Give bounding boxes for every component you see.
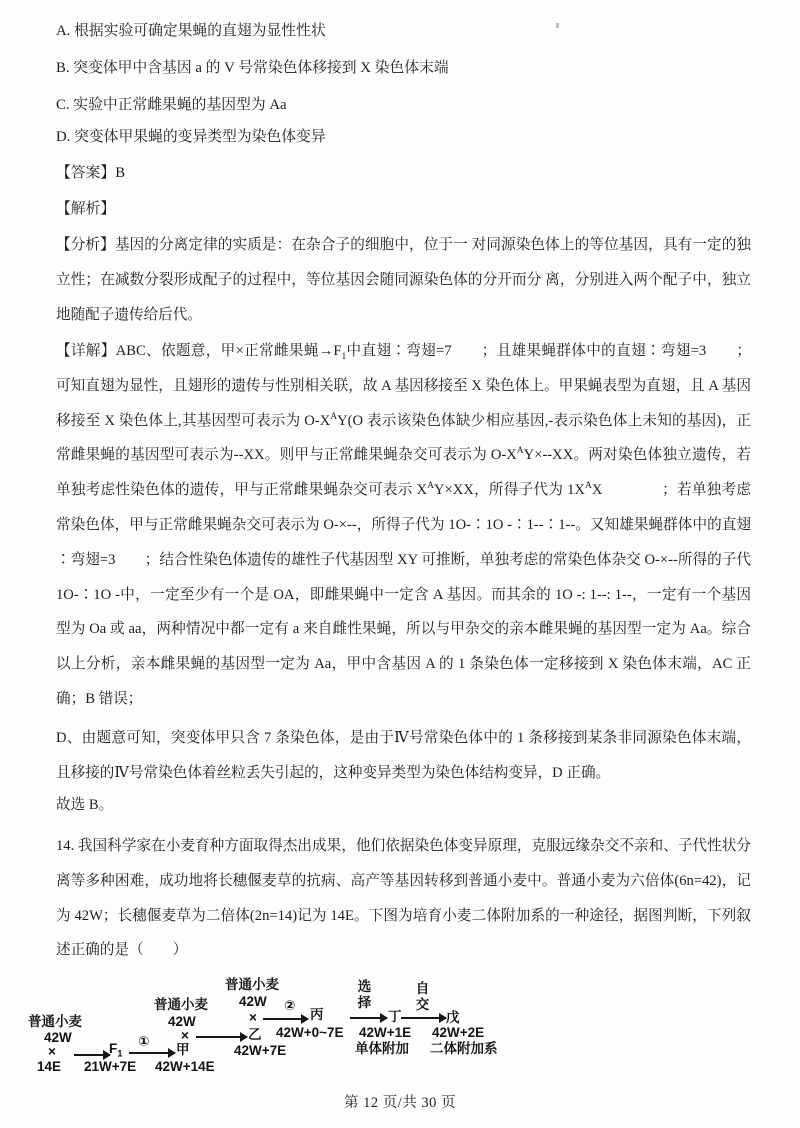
answer-line: 【答案】B — [56, 165, 126, 181]
arrow-bing-to-ding-icon — [350, 1017, 387, 1019]
option-c: C. 实验中正常雌果蝇的基因型为 Aa — [56, 97, 287, 113]
arrow-f1-to-jia-icon — [129, 1052, 175, 1054]
f1-genome: 21W+7E — [84, 1059, 137, 1074]
wheat2-genome: 42W — [168, 1014, 196, 1029]
wheat1-genome: 42W — [44, 1030, 72, 1045]
ding-genome: 42W+1E — [359, 1025, 412, 1040]
scan-artifact-dot — [556, 23, 559, 28]
analysis-header: 【解析】 — [56, 201, 116, 217]
ding-tag: 单体附加 — [355, 1041, 409, 1056]
detail-paragraph: 【详解】ABC、依题意，甲×正常雌果蝇$\to F_1$中直翅∶弯翅=7 ；且雄果蝇群体中的直翅∶弯翅=3 ；可知直翅为显性，且翅形的遗传与性别相关联，故 A 基因移接至 X 染色体上。甲果蝇表型为直翅，且 A 基因移接至 X 染色体上,其基因型可表示为 $O-X^AY(O$ 表示该染色体缺少相应基因,-表示染色体上未知的基因)，正常雌果蝇的基因型可表示为--XX。则甲与正常雌果蝇杂交可表示为 $O-X^AY\times--XX$。两对染色体独立遗传，若单独考虑性染色体的遗传，甲与正常雌果蝇杂交可表示 $X^AY\times XX$，所得子代为 $1X^AX$ ；若单独考虑常染色体，甲与正常雌果蝇杂交可表示为 O-×--，所得子代为 1O-∶1O -∶1--∶1--。又知雄果蝇群体中的直翅∶弯翅=3 ；结合性染色体遗传的雄性子代基因型 XY 可推断，单独考虑的常染色体杂交 O-×--所得的子代 1O-∶1O -中，一定至少有一个是 OA，即雌果蝇中一定含 A 基因。而其余的 1O -: 1--: 1--，一定有一个基因型为 Oa 或 aa，两种情况中都一定有 a 来自雌性果蝇，所以与甲杂交的亲本雌果蝇的基因型一定为 Aa。综合以上分析，亲本雌果蝇的基因型一定为 Aa，甲中含基因 A 的 1 条染色体一定移接到 X 染色体末端，AC 正确；B 错误； — [56, 343, 751, 707]
cross-icon: × — [249, 1010, 257, 1025]
analysis-paragraph: 【分析】基因的分离定律的实质是：在杂合子的细胞中，位于一 对同源染色体上的等位基因，具有一定的独立性；在减数分裂形成配子的过程中，等位基因会随同源染色体的分开而分 离，分别进入两个配子中，独立地随配子遗传给后代。 — [56, 237, 751, 323]
cross-icon: × — [48, 1044, 56, 1059]
wheat1-label: 普通小麦 — [28, 1014, 82, 1029]
self-cross-step-label: 自交 — [415, 981, 430, 1012]
ding-label: 丁 — [388, 1009, 402, 1024]
cross-icon: × — [181, 1028, 189, 1043]
wheat1-e-genome: 14E — [37, 1059, 62, 1074]
bing-label: 丙 — [310, 1007, 324, 1022]
wheat-breeding-diagram — [0, 966, 800, 1088]
yi-genome: 42W+7E — [234, 1043, 287, 1058]
wheat3-label: 普通小麦 — [225, 977, 279, 992]
wheat2-label: 普通小麦 — [154, 997, 208, 1012]
wu-tag: 二体附加系 — [430, 1041, 498, 1056]
detail-d-paragraph: D、由题意可知，突变体甲只含 7 条染色体，是由于Ⅳ号常染色体中的 1 条移接到某条非同源染色体末端，且移接的Ⅳ号常染色体着丝粒丢失引起的，这种变异类型为染色体结构变异，D 正确。 — [56, 730, 751, 781]
f1-label: $F_1$ — [109, 1041, 123, 1060]
conclusion-line: 故选 B。 — [56, 797, 114, 813]
option-b: B. 突变体甲中含基因 a 的 V 号常染色体移接到 X 染色体末端 — [56, 60, 449, 76]
option-a: A. 根据实验可确定果蝇的直翅为显性性状 — [56, 23, 326, 39]
jia-label: 甲 — [176, 1042, 190, 1057]
wheat3-genome: 42W — [239, 994, 267, 1009]
select-step-label: 选择 — [357, 979, 372, 1010]
option-d: D. 突变体甲果蝇的变异类型为染色体变异 — [56, 129, 326, 145]
step-2-circled: ② — [284, 998, 296, 1013]
wu-genome: 42W+2E — [432, 1025, 485, 1040]
page-number-footer: 第 12 页/共 30 页 — [343, 1095, 457, 1111]
step-1-circled: ① — [138, 1034, 150, 1049]
wu-label: 戊 — [446, 1010, 460, 1025]
arrow-cross2-to-yi-icon — [196, 1036, 247, 1038]
bing-genome: 42W+0~7E — [276, 1025, 344, 1040]
arrow-cross1-to-f1-icon — [74, 1054, 110, 1056]
arrow-cross3-to-bing-icon — [263, 1018, 308, 1020]
arrow-ding-to-wu-icon — [401, 1017, 446, 1019]
yi-label: 乙 — [248, 1027, 262, 1042]
jia-genome: 42W+14E — [155, 1059, 215, 1074]
question-14-stem: 14. 我国科学家在小麦育种方面取得杰出成果，他们依据染色体变异原理，克服远缘杂交不亲和、子代性状分离等多种困难，成功地将长穗偃麦草的抗病、高产等基因转移到普通小麦中。普通小麦为六倍体(6n=42)，记为 42W；长穗偃麦草为二倍体(2n=14)记为 14E。下图为培育小麦二体附加系的一种途径，据图判断，下列叙述正确的是（ ） — [56, 838, 751, 959]
